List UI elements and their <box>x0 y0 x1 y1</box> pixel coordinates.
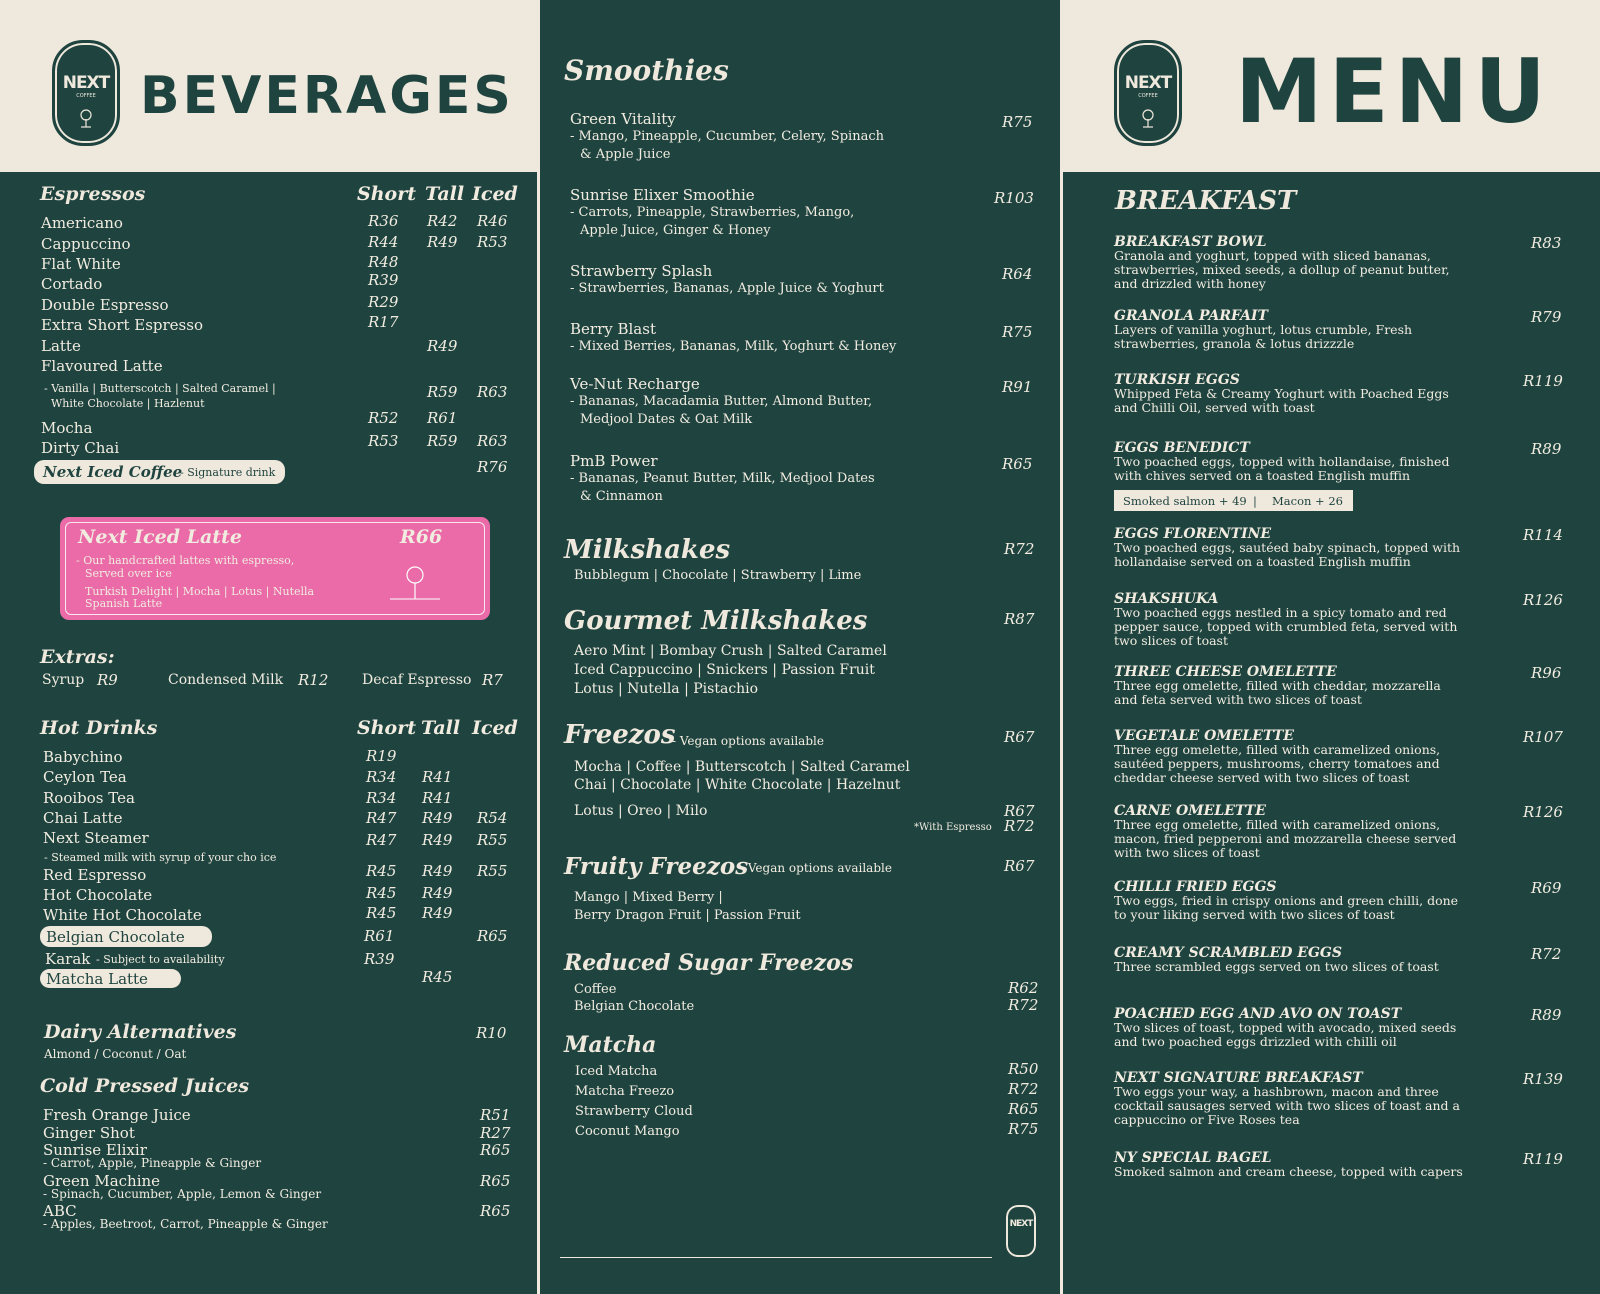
bottom-rule <box>560 1257 992 1258</box>
price-short: R45 <box>366 862 397 880</box>
espresso-item: Flavoured Latte <box>41 357 163 375</box>
smoothie-desc: Apple Juice, Ginger & Honey <box>580 223 771 238</box>
smoothie-desc: - Bananas, Macadamia Butter, Almond Butter, <box>570 394 873 409</box>
breakfast-item-name: CHILLI FRIED EGGS <box>1114 879 1277 895</box>
breakfast-item-desc: Two eggs, fried in crispy onions and green chilli, done to your liking served with two slices of toast <box>1114 893 1459 922</box>
milkshakes-heading: Milkshakes <box>564 535 731 565</box>
addon-separator: | <box>1253 494 1257 508</box>
smoothie-price: R103 <box>994 189 1034 207</box>
price-short: R53 <box>368 432 399 450</box>
logo-word: NEXT <box>62 73 110 93</box>
beverages-title: BEVERAGES <box>140 66 514 126</box>
hot-drink-item: Red Espresso <box>43 866 147 884</box>
juice-note: - Spinach, Cucumber, Apple, Lemon & Ginger <box>43 1187 322 1201</box>
matcha-item: Iced Matcha <box>575 1064 658 1079</box>
matcha-item: Strawberry Cloud <box>575 1104 693 1119</box>
freezos-price: R67 <box>1004 728 1035 746</box>
espresso-item: Mocha <box>41 419 93 437</box>
breakfast-item-desc: Two eggs your way, a hashbrown, macon and three cocktail sausages served with two slices of toast and a cappuccino or Five Roses tea <box>1114 1084 1460 1127</box>
signature-price: R76 <box>477 458 508 476</box>
price-iced: R55 <box>477 862 508 880</box>
espresso-note: *With Espresso <box>914 822 992 833</box>
hot-drink-item: Babychino <box>43 748 123 766</box>
freezos-heading: Freezos <box>564 720 676 750</box>
menu-title: MENU <box>1235 40 1552 143</box>
price-tall: R49 <box>427 337 458 355</box>
price-short: R45 <box>366 884 397 902</box>
addon-macon: Macon + 26 <box>1272 494 1343 508</box>
breakfast-item-name: THREE CHEESE OMELETTE <box>1114 664 1337 680</box>
price-tall: R41 <box>422 789 453 807</box>
breakfast-heading: BREAKFAST <box>1115 186 1297 216</box>
breakfast-item-desc: Granola and yoghurt, topped with sliced bananas, strawberries, mixed seeds, a dollup of peanut butter, and drizzled with honey <box>1114 248 1450 291</box>
smoothie-price: R91 <box>1002 378 1033 396</box>
smoothie-price: R75 <box>1002 113 1033 131</box>
price-short: R45 <box>366 904 397 922</box>
juices-heading: Cold Pressed Juices <box>40 1075 250 1097</box>
breakfast-item-price: R89 <box>1531 440 1562 458</box>
hot-drink-item: Rooibos Tea <box>43 789 135 807</box>
matcha-item: Matcha Freezo <box>575 1084 675 1099</box>
iced-latte-desc: - Our handcrafted lattes with espresso, <box>76 554 295 567</box>
logo-word: NEXT <box>1124 73 1172 93</box>
hot-col-short: Short <box>357 717 416 739</box>
smoothie-desc: - Strawberries, Bananas, Apple Juice & Yoghurt <box>570 281 884 296</box>
juice-price: R51 <box>480 1106 511 1124</box>
matcha-heading: Matcha <box>564 1032 657 1058</box>
smoothie-desc: Medjool Dates & Oat Milk <box>580 412 753 427</box>
breakfast-item-desc: Two slices of toast, topped with avocado, mixed seeds and two poached eggs drizzled with chilli oil <box>1114 1020 1457 1049</box>
freezos-line3-price: R67 <box>1004 802 1035 820</box>
matcha-item: Coconut Mango <box>575 1124 680 1139</box>
col-tall: Tall <box>425 183 465 205</box>
logo-sub: COFFEE <box>1138 93 1158 99</box>
smoothie-price: R75 <box>1002 323 1033 341</box>
col-short: Short <box>357 183 416 205</box>
fruity-heading: Fruity Freezos <box>564 853 749 880</box>
price-tall: R42 <box>427 212 458 230</box>
hot-drink-item: Hot Chocolate <box>43 886 153 904</box>
price-tall: R49 <box>422 809 453 827</box>
espresso-item: Dirty Chai <box>41 439 120 457</box>
breakfast-item-price: R89 <box>1531 1006 1562 1024</box>
smoothie-name: Strawberry Splash <box>570 262 713 280</box>
freezos-note: - Vegan options available <box>672 734 824 748</box>
hot-drink-item: Chai Latte <box>43 809 123 827</box>
gourmet-line: Iced Cappuccino | Snickers | Passion Fruit <box>574 662 875 678</box>
iced-latte-name: Next Iced Latte <box>78 526 242 548</box>
flavoured-note: - Vanilla | Butterscotch | Salted Caramel | <box>44 382 276 395</box>
breakfast-item-desc: Two poached eggs, topped with hollandaise, finished with chives served on a toasted English muffin <box>1114 454 1450 483</box>
flavoured-iced: R63 <box>477 383 508 401</box>
fruity-price: R67 <box>1004 857 1035 875</box>
breakfast-item-price: R96 <box>1531 664 1562 682</box>
price-short: R52 <box>368 409 399 427</box>
juice-item: Sunrise Elixir <box>43 1141 147 1159</box>
price-short: R29 <box>368 293 399 311</box>
price-iced: R46 <box>477 212 508 230</box>
breakfast-item-name: NEXT SIGNATURE BREAKFAST <box>1114 1070 1363 1086</box>
extra-condensed: Condensed Milk <box>168 672 284 688</box>
gourmet-line: Aero Mint | Bombay Crush | Salted Caramel <box>574 643 887 659</box>
breakfast-item-desc: Two poached eggs, sautéed baby spinach, topped with hollandaise served on a toasted English muffin <box>1114 540 1461 569</box>
next-coffee-logo <box>52 40 120 146</box>
juice-note: - Carrot, Apple, Pineapple & Ginger <box>43 1156 262 1170</box>
hot-drinks-heading: Hot Drinks <box>40 717 158 739</box>
smoothie-desc: - Carrots, Pineapple, Strawberries, Mango, <box>570 205 855 220</box>
breakfast-item-price: R126 <box>1523 803 1563 821</box>
espresso-item: Double Espresso <box>41 296 169 314</box>
freezos-line: Lotus | Oreo | Milo <box>574 803 708 819</box>
belgian-name: Belgian Chocolate <box>46 928 185 946</box>
price-short: R34 <box>366 789 397 807</box>
extra-syrup-price: R9 <box>97 671 118 689</box>
breakfast-item-name: TURKISH EGGS <box>1114 372 1240 388</box>
hot-drink-item: White Hot Chocolate <box>43 906 202 924</box>
dairy-heading: Dairy Alternatives <box>44 1021 237 1043</box>
tree-icon <box>1138 109 1158 129</box>
small-logo-word: NEXT <box>1009 1219 1033 1229</box>
menu-panel <box>1063 0 1600 1294</box>
price-tall: R41 <box>422 768 453 786</box>
matcha-price: R65 <box>1008 1100 1039 1118</box>
price-iced: R53 <box>477 233 508 251</box>
espressos-heading: Espressos <box>40 183 146 205</box>
logo-sub: COFFEE <box>76 93 96 99</box>
belgian-iced: R65 <box>477 927 508 945</box>
dairy-price: R10 <box>476 1024 507 1042</box>
reduced-price: R62 <box>1008 979 1039 997</box>
price-short: R44 <box>368 233 399 251</box>
smoothie-desc: - Mango, Pineapple, Cucumber, Celery, Spinach <box>570 129 884 144</box>
extra-syrup: Syrup <box>42 672 85 688</box>
breakfast-item-name: CREAMY SCRAMBLED EGGS <box>1114 945 1342 961</box>
espresso-item: Latte <box>41 337 81 355</box>
smoothie-name: Green Vitality <box>570 110 676 128</box>
fruity-line: Berry Dragon Fruit | Passion Fruit <box>574 908 801 923</box>
breakfast-item-desc: Layers of vanilla yoghurt, lotus crumble, Fresh strawberries, granola & lotus drizzzle <box>1114 322 1413 351</box>
breakfast-item-desc: Smoked salmon and cream cheese, topped with capers <box>1114 1164 1463 1179</box>
price-short: R47 <box>366 831 397 849</box>
price-tall: R49 <box>422 831 453 849</box>
breakfast-item-price: R119 <box>1523 1150 1563 1168</box>
espresso-item: Flat White <box>41 255 121 273</box>
matcha-price: R72 <box>1008 1080 1039 1098</box>
breakfast-item-desc: Three egg omelette, filled with caramelized onions, sautéed peppers, mushrooms, cherry tomatoes and cheddar cheese served with two slices of toast <box>1114 742 1441 785</box>
next-coffee-logo <box>1114 40 1182 146</box>
breakfast-item-name: CARNE OMELETTE <box>1114 803 1266 819</box>
hot-drink-item: Next Steamer <box>43 829 149 847</box>
price-short: R48 <box>368 253 399 271</box>
signature-name: Next Iced Coffee <box>43 463 183 481</box>
fruity-note: - Vegan options available <box>740 861 892 875</box>
reduced-item: Belgian Chocolate <box>574 999 695 1014</box>
iced-latte-flavours-2: Spanish Latte <box>85 597 163 610</box>
matcha-tall: R45 <box>422 968 453 986</box>
iced-latte-desc-2: Served over ice <box>85 567 172 580</box>
iced-latte-price: R66 <box>400 526 443 548</box>
juice-item: Green Machine <box>43 1172 161 1190</box>
smoothie-price: R65 <box>1002 455 1033 473</box>
juice-item: Fresh Orange Juice <box>43 1106 191 1124</box>
breakfast-item-name: SHAKSHUKA <box>1114 591 1219 607</box>
reduced-heading: Reduced Sugar Freezos <box>564 950 854 976</box>
price-tall: R59 <box>427 432 458 450</box>
breakfast-item-name: POACHED EGG AND AVO ON TOAST <box>1114 1006 1402 1022</box>
breakfast-item-desc: Three scrambled eggs served on two slices of toast <box>1114 959 1439 974</box>
breakfast-item-name: EGGS FLORENTINE <box>1114 526 1272 542</box>
reduced-price: R72 <box>1008 996 1039 1014</box>
juice-note: - Apples, Beetroot, Carrot, Pineapple & Ginger <box>43 1217 328 1231</box>
tree-icon <box>390 561 440 605</box>
breakfast-item-name: NY SPECIAL BAGEL <box>1114 1150 1272 1166</box>
smoothie-desc: & Apple Juice <box>580 147 671 162</box>
flavoured-tall: R59 <box>427 383 458 401</box>
karak-short: R39 <box>364 950 395 968</box>
hot-col-tall: Tall <box>421 717 461 739</box>
smoothie-name: Berry Blast <box>570 320 656 338</box>
extras-heading: Extras: <box>40 646 115 668</box>
drinks-panel <box>540 0 1060 1294</box>
espresso-item: Cappuccino <box>41 235 131 253</box>
breakfast-item-name: BREAKFAST BOWL <box>1114 234 1267 250</box>
breakfast-item-price: R69 <box>1531 879 1562 897</box>
breakfast-item-price: R107 <box>1523 728 1563 746</box>
espresso-item: Cortado <box>41 275 103 293</box>
gourmet-price: R87 <box>1004 610 1035 628</box>
price-iced: R63 <box>477 432 508 450</box>
juice-item: ABC <box>43 1202 77 1220</box>
hot-drink-item: Ceylon Tea <box>43 768 127 786</box>
small-logo <box>1003 1202 1039 1260</box>
addon-box <box>1114 490 1353 511</box>
belgian-short: R61 <box>364 927 395 945</box>
addon-salmon: Smoked salmon + 49 <box>1123 494 1247 508</box>
price-short: R36 <box>368 212 399 230</box>
breakfast-item-price: R72 <box>1531 945 1562 963</box>
price-short: R17 <box>368 313 399 331</box>
espresso-price: R72 <box>1004 817 1035 835</box>
smoothie-price: R64 <box>1002 265 1033 283</box>
breakfast-item-desc: Three egg omelette, filled with caramelized onions, macon, fried pepperoni and mozzarella cheese served with two slices of toast <box>1114 817 1457 860</box>
juice-price: R27 <box>480 1124 511 1142</box>
price-tall: R61 <box>427 409 458 427</box>
steamer-note: - Steamed milk with syrup of your cho ice <box>44 851 277 864</box>
espresso-item: Americano <box>41 214 123 232</box>
flavoured-note-2: White Chocolate | Hazlenut <box>51 397 205 410</box>
milkshake-flavours: Bubblegum | Chocolate | Strawberry | Lime <box>574 568 862 583</box>
breakfast-item-desc: Two poached eggs nestled in a spicy tomato and red pepper sauce, topped with crumbled feta, served with two slices of toast <box>1114 605 1458 648</box>
price-tall: R49 <box>422 904 453 922</box>
espresso-item: Extra Short Espresso <box>41 316 203 334</box>
breakfast-item-price: R126 <box>1523 591 1563 609</box>
signature-pill <box>34 460 285 484</box>
breakfast-item-price: R139 <box>1523 1070 1563 1088</box>
breakfast-item-name: EGGS BENEDICT <box>1114 440 1250 456</box>
matcha-name: Matcha Latte <box>46 970 148 988</box>
breakfast-item-price: R83 <box>1531 234 1562 252</box>
price-tall: R49 <box>422 862 453 880</box>
breakfast-item-name: VEGETALE OMELETTE <box>1114 728 1294 744</box>
freezos-line: Chai | Chocolate | White Chocolate | Hazelnut <box>574 777 901 793</box>
hot-col-iced: Iced <box>472 717 518 739</box>
extra-decaf: Decaf Espresso <box>362 672 472 688</box>
juice-price: R65 <box>480 1172 511 1190</box>
smoothie-desc: - Mixed Berries, Bananas, Milk, Yoghurt & Honey <box>570 339 897 354</box>
belgian-pill <box>40 926 212 947</box>
extra-decaf-price: R7 <box>482 671 503 689</box>
gourmet-heading: Gourmet Milkshakes <box>564 606 868 636</box>
beverages-panel <box>0 0 537 1294</box>
price-tall: R49 <box>427 233 458 251</box>
breakfast-item-price: R119 <box>1523 372 1563 390</box>
reduced-item: Coffee <box>574 982 617 997</box>
gourmet-line: Lotus | Nutella | Pistachio <box>574 681 759 697</box>
smoothie-desc: - Bananas, Peanut Butter, Milk, Medjool Dates <box>570 471 875 486</box>
freezos-line: Mocha | Coffee | Butterscotch | Salted Caramel <box>574 759 910 775</box>
price-iced: R55 <box>477 831 508 849</box>
price-short: R19 <box>366 747 397 765</box>
matcha-price: R75 <box>1008 1120 1039 1138</box>
price-short: R34 <box>366 768 397 786</box>
breakfast-item-price: R114 <box>1523 526 1563 544</box>
milkshakes-price: R72 <box>1004 540 1035 558</box>
karak-name: Karak <box>45 950 91 968</box>
fruity-line: Mango | Mixed Berry | <box>574 890 723 905</box>
dairy-note: Almond / Coconut / Oat <box>44 1047 187 1061</box>
juice-price: R65 <box>480 1202 511 1220</box>
col-iced: Iced <box>472 183 518 205</box>
smoothie-name: PmB Power <box>570 452 658 470</box>
juice-price: R65 <box>480 1141 511 1159</box>
smoothies-heading: Smoothies <box>564 54 729 87</box>
breakfast-item-desc: Whipped Feta & Creamy Yoghurt with Poached Eggs and Chilli Oil, served with toast <box>1114 386 1449 415</box>
breakfast-item-desc: Three egg omelette, filled with cheddar, mozzarella and feta served with two slices of toast <box>1114 678 1441 707</box>
extra-condensed-price: R12 <box>298 671 329 689</box>
breakfast-item-name: GRANOLA PARFAIT <box>1114 308 1268 324</box>
price-tall: R49 <box>422 884 453 902</box>
matcha-pill <box>40 969 181 988</box>
smoothie-name: Ve-Nut Recharge <box>570 375 700 393</box>
karak-note: - Subject to availability <box>96 953 225 966</box>
tree-icon <box>76 109 96 129</box>
price-short: R47 <box>366 809 397 827</box>
iced-latte-card <box>60 517 490 620</box>
matcha-price: R50 <box>1008 1060 1039 1078</box>
signature-note: - Signature drink <box>180 466 276 479</box>
breakfast-item-price: R79 <box>1531 308 1562 326</box>
smoothie-desc: & Cinnamon <box>580 489 663 504</box>
price-short: R39 <box>368 271 399 289</box>
iced-latte-flavours: Turkish Delight | Mocha | Lotus | Nutella <box>85 585 315 598</box>
smoothie-name: Sunrise Elixer Smoothie <box>570 186 755 204</box>
price-iced: R54 <box>477 809 508 827</box>
juice-item: Ginger Shot <box>43 1124 135 1142</box>
